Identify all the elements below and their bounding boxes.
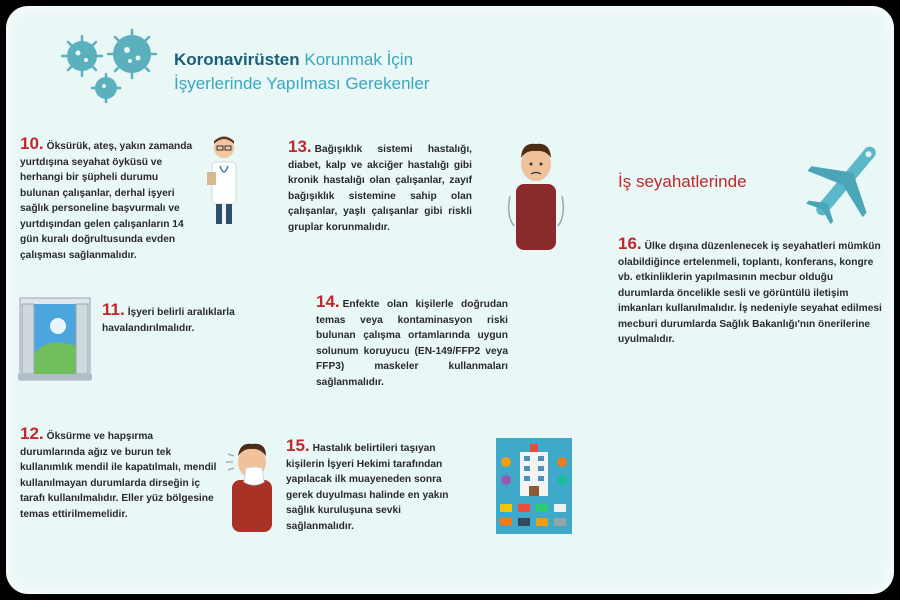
item-number: 12. <box>20 424 44 443</box>
doctor-icon <box>202 132 246 232</box>
title-rest: Korunmak İçin <box>299 50 414 69</box>
sneezing-person-icon <box>226 438 280 532</box>
item-number: 16. <box>618 234 642 253</box>
page-title <box>174 48 429 96</box>
title-line2: İşyerlerinde Yapılması Gerekenler <box>174 74 430 93</box>
item-number: 15. <box>286 436 310 455</box>
airplane-icon <box>806 134 886 228</box>
title-bold: Koronavirüsten <box>174 50 300 69</box>
virus-icon <box>54 28 174 108</box>
item-13 <box>288 139 472 235</box>
item-text: Hastalık belirtileri taşıyan kişilerin İşyeri Hekimi tarafından yapılacak ilk muayeneden sonra gerek duyulması halinde en yakın sağlık kuruluşuna sevki sağlanmalıdır. <box>286 443 449 532</box>
infographic-card <box>6 6 894 594</box>
item-11 <box>102 302 242 336</box>
item-number: 14. <box>316 292 340 311</box>
item-number: 10. <box>20 134 44 153</box>
item-number: 13. <box>288 137 312 156</box>
item-number: 11. <box>102 300 125 319</box>
window-icon <box>18 296 92 382</box>
item-text: Enfekte olan kişilerle doğrudan temas veya kontaminasyon riski bulunan çalışma ortamlarında uygun solunum koruyucu (EN-149/FFP2 veya FFP3) maskeler kullanmaları sağlanmalıdır. <box>316 299 508 388</box>
item-16 <box>618 236 888 348</box>
sick-person-icon <box>506 136 566 254</box>
item-text: Öksürük, ateş, yakın zamanda yurtdışına seyahat öyküsü ve herhangi bir şüpheli durumu bulunan çalışanlar, derhal işyeri sağlık personeline başvurmalı ve yurtdışından gelen çalışanların 14 gün kuralı doğrultusunda evden çalışması sağlanmalıdır. <box>20 141 193 261</box>
item-15 <box>286 438 466 534</box>
item-text: Bağışıklık sistemi hastalığı, diabet, kalp ve akciğer hastalığı gibi kronik hastalığı olan çalışanlar, zayıf bağışıklık sistemine sahip olan çalışanlar, yaşlı çalışanlar gibi riskli gruplar korunmalıdır. <box>288 144 472 233</box>
item-text: Ülke dışına düzenlenecek iş seyahatleri mümkün olabildiğince ertelenmeli, toplantı, konferans, kongre vb. etkinliklerin yapılmasının mecbur olduğu durumlarda öncelikle sesli ve görüntülü iletişim imkanları kullanılmalıdır. İş nedeniyle seyahat edilmesi mecburi durumlarda Sağlık Bakanlığı'nın önerilerine uyulmalıdır. <box>618 241 882 345</box>
item-text: İşyeri belirli aralıklarla havalandırılmalıdır. <box>102 307 235 334</box>
item-14 <box>316 294 508 390</box>
item-10 <box>20 136 200 263</box>
hospital-icon <box>496 438 572 534</box>
item-12 <box>20 426 220 522</box>
item-text: Öksürme ve hapşırma durumlarında ağız ve burun tek kullanımlık mendil ile kapatılmalı, mendil kullanılmayan durumlarda dirseğin iç tarafı kullanılmalıdır. Eller yüz bölgesine temas ettirilmemelidir. <box>20 431 217 520</box>
travel-heading: İş seyahatlerinde <box>618 172 747 191</box>
